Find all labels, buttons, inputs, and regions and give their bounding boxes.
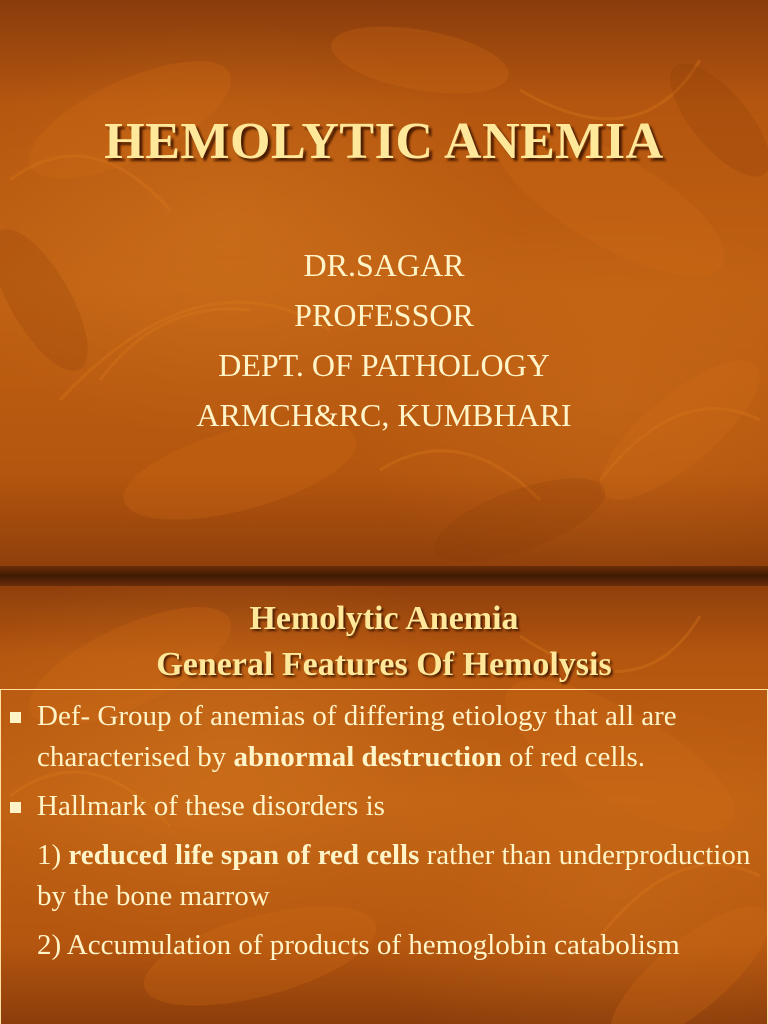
hallmark-point-1 [0, 835, 760, 917]
author-institution: ARMCH&RC, KUMBHARI [196, 397, 572, 433]
slide-title: HEMOLYTIC ANEMIA [104, 113, 664, 170]
bullet-list [0, 696, 760, 966]
content-slide [0, 576, 768, 1024]
author-department: DEPT. OF PATHOLOGY [218, 347, 550, 383]
definition-emphasis: abnormal destruction [233, 741, 502, 773]
bullet-square-icon [10, 802, 21, 813]
bullet-hallmark [0, 786, 760, 827]
bullet-definition [0, 696, 760, 778]
point-1-emphasis: reduced life span of red cells [68, 839, 420, 871]
heading-line-1: Hemolytic Anemia [249, 600, 519, 637]
bullet-square-icon [10, 712, 21, 723]
slide-divider [0, 566, 768, 586]
author-designation: PROFESSOR [294, 297, 474, 333]
slide-heading [0, 596, 768, 688]
definition-text: Def- Group of anemias of differing etiology that all are characterised by [37, 700, 677, 773]
hallmark-text: Hallmark of these disorders is [37, 790, 385, 822]
point-1-number: 1) [37, 839, 69, 871]
definition-text-end: of red cells. [501, 741, 646, 773]
author-name: DR.SAGAR [303, 247, 465, 283]
point-1-text: rather than underproduction by the bone marrow [37, 839, 751, 912]
author-block [0, 240, 768, 440]
hallmark-point-2: 2) Accumulation of products of hemoglobin catabolism [37, 929, 680, 961]
heading-line-2: General Features Of Hemolysis [156, 646, 612, 683]
